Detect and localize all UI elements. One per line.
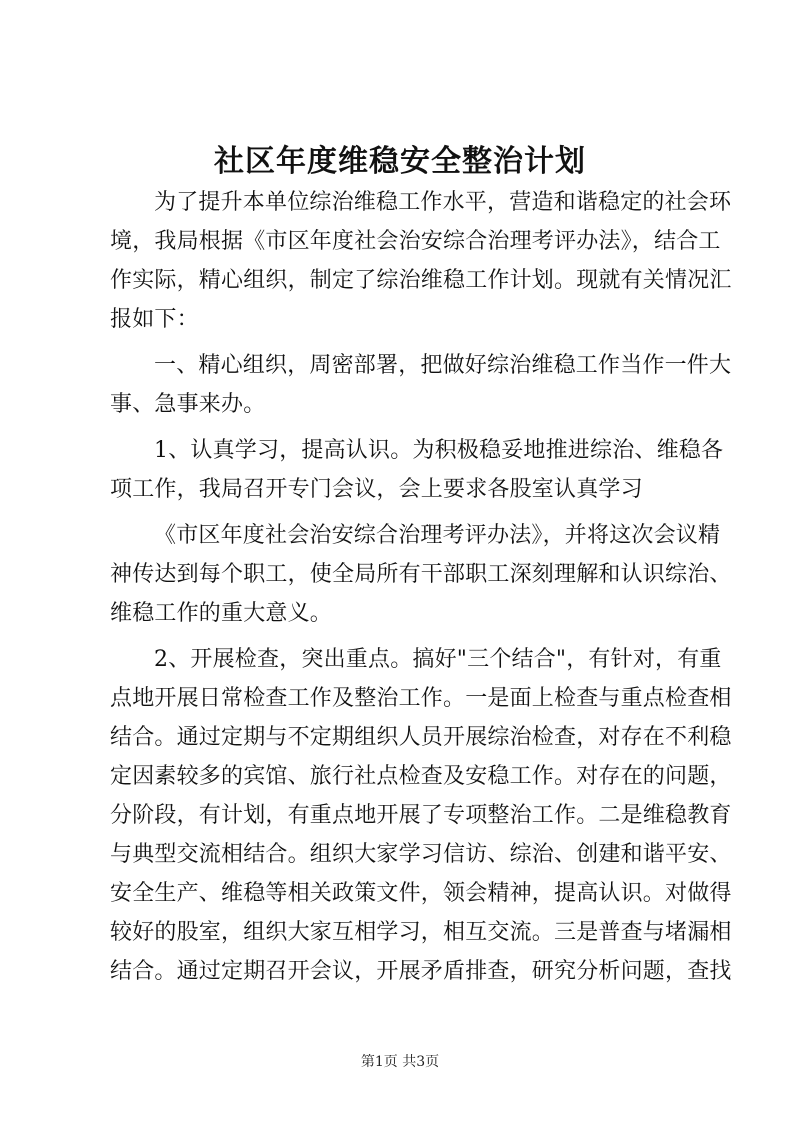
paragraph-line: 事、急事来办。 [110, 392, 266, 417]
paragraph-line: 分阶段，有计划，有重点地开展了专项整治工作。二是维稳教育 [110, 803, 732, 828]
paragraph-line: 点地开展日常检查工作及整治工作。一是面上检查与重点检查相 [110, 686, 732, 711]
paragraph-line: 神传达到每个职工，使全局所有干部职工深刻理解和认识综治、 [110, 562, 732, 587]
paragraph-line: 较好的股室，组织大家互相学习，相互交流。三是普查与堵漏相 [110, 920, 732, 945]
document-title: 社区年度维稳安全整治计划 [214, 144, 586, 179]
paragraph-line: 维稳工作的重大意义。 [110, 601, 333, 626]
paragraph-line: 结合。通过定期召开会议，开展矛盾排查，研究分析问题，查找 [110, 959, 732, 984]
paragraph-line: 结合。通过定期与不定期组织人员开展综治检查，对存在不利稳 [110, 725, 732, 750]
paragraph-line: 报如下： [110, 307, 199, 332]
paragraph-line: 为了提升本单位综治维稳工作水平，营造和谐稳定的社会环 [154, 190, 732, 215]
page-number: 第1页 共3页 [360, 1054, 440, 1070]
paragraph-gap [110, 424, 710, 431]
paragraph-line: 境，我局根据《市区年度社会治安综合治理考评办法》，结合工 [110, 229, 721, 254]
paragraph-line: 1、认真学习，提高认识。为积极稳妥地推进综治、维稳各 [154, 438, 724, 463]
paragraph-gap [110, 633, 710, 640]
paragraph-line: 安全生产、维稳等相关政策文件，领会精神，提高认识。对做得 [110, 881, 732, 906]
paragraph-line: 定因素较多的宾馆、旅行社点检查及安稳工作。对存在的问题， [110, 764, 732, 789]
paragraph-gap [110, 509, 710, 516]
document-body [110, 183, 732, 991]
paragraph-line: 项工作，我局召开专门会议，会上要求各股室认真学习 [110, 477, 643, 502]
paragraph-line: 《市区年度社会治安综合治理考评办法》，并将这次会议精 [154, 523, 721, 548]
paragraph-line: 一、精心组织，周密部署，把做好综治维稳工作当作一件大 [154, 353, 732, 378]
paragraph-line: 作实际，精心组织，制定了综治维稳工作计划。现就有关情况汇 [110, 268, 732, 293]
paragraph-line: 2、开展检查，突出重点。搞好"三个结合"，有针对，有重 [154, 647, 722, 672]
paragraph-gap [110, 339, 710, 346]
paragraph-line: 与典型交流相结合。组织大家学习信访、综治、创建和谐平安、 [110, 842, 732, 867]
